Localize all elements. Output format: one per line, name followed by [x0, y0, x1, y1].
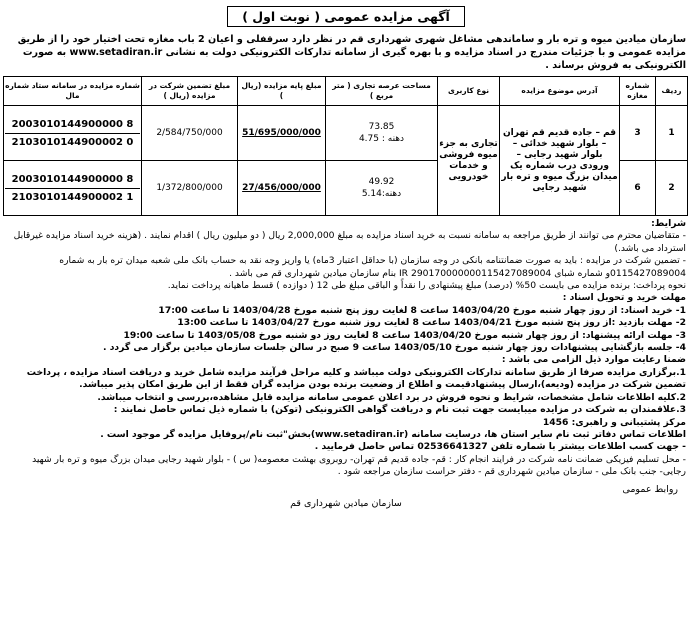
header-base-price: مبلغ پایه مزایده (ریال )	[238, 77, 326, 106]
terms-deadline-offer: 3- مهلت ارائه پیشنهاد: از روز چهار شنبه مورخ 1403/04/20 ساعت 8 لغایت روز دو شنبه مورخ 1403/05/08 تا ساعت 19:00	[123, 329, 686, 341]
cell-usage: تجاری به جزء میوه فروشی و خدمات خودرویی	[438, 106, 500, 216]
table-header-row	[4, 77, 688, 106]
terms-requirements-heading: ضمنا رعایت موارد ذیل الزامی می باشد :	[501, 354, 686, 366]
terms-deadline-purchase: 1- خرید اسناد: از روز چهار شنبه مورخ 1403/04/20 ساعت 8 لغایت روز پنج شنبه مورخ 1403/04/28 تا ساعت 17:00	[158, 304, 686, 316]
cell-area	[326, 106, 438, 161]
cell-area	[326, 161, 438, 216]
auction-number: 2003010144900000 8	[11, 118, 134, 130]
terms-item-payment: نحوه پرداخت: برنده مزایده می بایست 50% (درصد) مبلغ پیشنهادی را نقداً و الباقی مبلغ طی 12 ( دوازده ) قسط ماهیانه پرداخت نماید.	[167, 280, 686, 292]
header-area: مساحت عرصه تجاری ( متر مربع )	[326, 77, 438, 106]
header-usage: نوع کاربری	[438, 77, 500, 106]
terms-item-documents: - متقاضیان محترم می توانند از طریق مراجعه به سامانه نسبت به خرید اسناد مزایده به مبلغ 2,000,000 ریال ( دو میلیون ریال ) اقدام نمایند . (هزینه خرید اسناد مزایده غیرقابل استرداد می باشد.)	[13, 230, 686, 254]
terms-delivery-location: - محل تسلیم فیزیکی ضمانت نامه شرکت در فرایند انجام کار : قم- جاده قدیم قم تهران- روبروی بهشت معصومه( س ) - بلوار شهید رجایی میدان بزرگ میوه و تره بار شهید رجایی- جنب بانک ملی - سازمان میادین شهرداری قم - دفتر حراست سازمان مراجعه شود .	[32, 453, 686, 478]
terms-heading: شرایط:	[651, 218, 686, 229]
terms-deadlines-heading: مهلت خرید و تحویل اسناد :	[562, 292, 686, 304]
header-shop-number: شماره مغازه	[620, 77, 656, 106]
area-value: 73.85	[368, 122, 395, 132]
cell-address: قم – جاده قدیم قم تهران – بلوار شهید خدائی – بلوار شهید رجایی – ورودی درب شماره یک میدان بزرگ میوه و تره بار شهید رجایی	[500, 106, 620, 216]
intro-paragraph: سازمان میادین میوه و تره بار و ساماندهی مشاغل شهری شهرداری قم در نظر دارد سرقفلی و اعیان 2 باب مغازه تحت اختیار خود را از طریق مزایده عمومی و با جزئیات مندرج در اسناد مزایده و با بهره گیری از سامانه تدارکات الکترونیکی دولت به نشانی www.setadiran.ir به صورت الکترونیکی به فروش برساند .	[17, 34, 686, 71]
cell-shop-number: 6	[620, 161, 656, 216]
title-area	[4, 6, 688, 27]
terms-requirement-3: 3.علاقمندان به شرکت در مزایده میبایست جهت ثبت نام و دریافت گواهی الکترونیکی (توکن) با شماره ذیل تماس حاصل نمایند :	[113, 404, 686, 416]
terms-contact-phone: - جهت کسب اطلاعات بیشتر با شماره تلفن 02536641327 تماس حاصل فرمایید .	[314, 441, 686, 453]
signature-block	[4, 483, 688, 511]
notice-title: آگهی مزایده عمومی ( نوبت اول )	[227, 6, 465, 27]
terms-requirement-1: 1.برگزاری مزایده صرفا از طریق سامانه تدارکات الکترونیکی دولت میباشد و کلیه مراحل فرآیند مزایده شامل خرید و دریافت اسناد مزایده ، پرداخت تضمین شرکت در مزایده (ودیعه)،ارسال پیشنهادقیمت و اطلاع از وضعیت برنده بودن مزایده گران فقط از این طریق امکان پذیر میباشد.	[26, 366, 686, 391]
terms-section	[6, 218, 686, 479]
cell-row-number: 2	[656, 161, 688, 216]
terms-opening-session: 4- جلسه بازگشایی پیشنهادات روز چهار شنبه مورخ 1403/05/10 ساعت 9 صبح در سالن جلسات سازمان میادین برگزار می گردد .	[103, 342, 686, 354]
header-address: آدرس موضوع مزایده	[500, 77, 620, 106]
frontage-value: دهنه:5.14	[361, 189, 402, 199]
frontage-value: دهنه : 4.75	[358, 134, 405, 144]
table-row	[4, 106, 688, 161]
terms-registration-offices: اطلاعات تماس دفاتر ثبت نام سایر استان ها، درسایت سامانه (www.setadiran.ir)بخش"ثبت نام/پروفایل مزایده گر موجود است .	[100, 428, 686, 440]
auction-number: 2003010144900000 8	[11, 173, 134, 185]
auction-table	[3, 76, 688, 216]
public-relations-label: روابط عمومی	[622, 483, 678, 495]
terms-support-center: مرکز پشتیبانی و راهبری: 1456	[542, 416, 686, 428]
property-number: 2103010144900002 0	[5, 133, 140, 151]
header-row-number: ردیف	[656, 77, 688, 106]
notice-page	[4, 4, 688, 511]
cell-row-number: 1	[656, 106, 688, 161]
cell-shop-number: 3	[620, 106, 656, 161]
cell-auction-code	[4, 161, 142, 216]
terms-requirement-2: 2.کلیه اطلاعات شامل مشخصات، شرایط و نحوه فروش در برد اعلان عمومی سامانه مزایده قابل مشاهده،بررسی و انتخاب میباشد.	[97, 391, 686, 403]
cell-auction-code	[4, 106, 142, 161]
header-auction-code: شماره مزایده در سامانه ستاد شماره مال	[4, 77, 142, 106]
organization-label: سازمان میادین شهرداری قم	[290, 497, 402, 509]
property-number: 2103010144900002 1	[5, 188, 140, 206]
cell-base-price: 27/456/000/000	[238, 161, 326, 216]
header-deposit: مبلغ تضمین شرکت در مزایده (ریال )	[142, 77, 238, 106]
area-value: 49.92	[368, 177, 395, 187]
cell-base-price: 51/695/000/000	[238, 106, 326, 161]
cell-deposit: 2/584/750/000	[142, 106, 238, 161]
cell-deposit: 1/372/800/000	[142, 161, 238, 216]
terms-item-guarantee: - تضمین شرکت در مزایده : باید به صورت ضمانتنامه بانکی در وجه سازمان (با حداقل اعتبار 3ماه) یا واریز وجه نقد به حساب بانک ملی شعبه میدان تره بار به شماره 0115427089004و شماره شبای IR 290170000000115427089004 بنام سازمان میادین شهرداری قم می باشد .	[59, 255, 686, 279]
terms-deadline-visit: 2- مهلت بازدید :از روز پنج شنبه مورخ 1403/04/21 ساعت 8 لغایت روز شنبه مورخ 1403/04/27 تا ساعت 13:00	[177, 317, 686, 329]
